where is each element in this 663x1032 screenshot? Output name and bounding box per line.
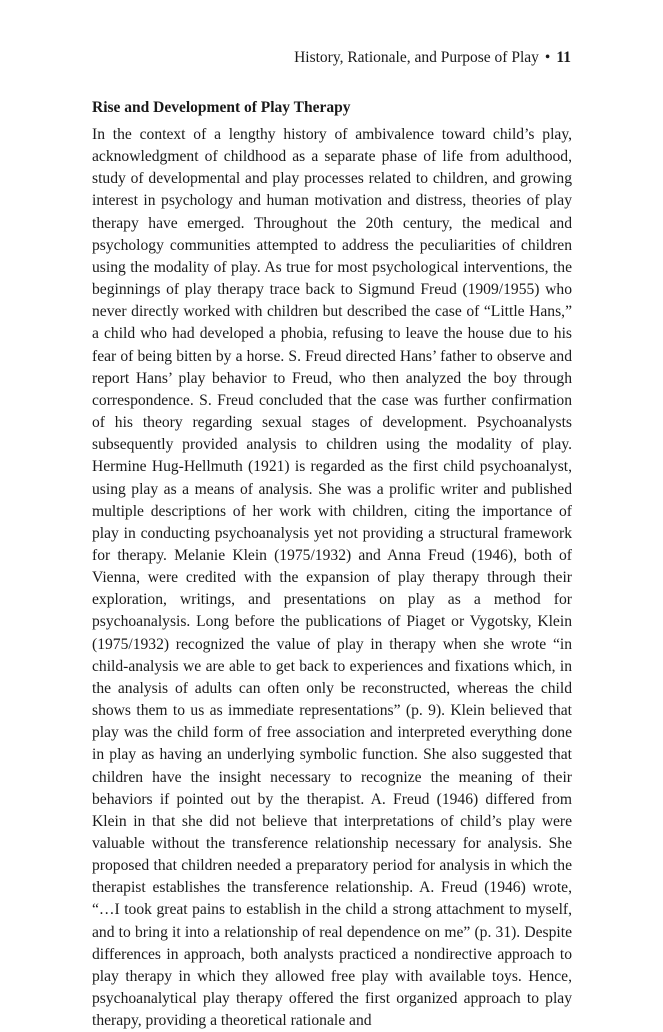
running-head-separator: • bbox=[544, 49, 551, 66]
running-head-title: History, Rationale, and Purpose of Play bbox=[294, 49, 539, 66]
page-number: 11 bbox=[556, 49, 571, 66]
section-heading: Rise and Development of Play Therapy bbox=[92, 99, 351, 116]
body-paragraph: In the context of a lengthy history of ambivalence toward child’s play, acknowledgment of childhood as a separate phase of life from adulthood, study of developmental and play processes related to children, and growing interest in psychology and human motivation and distress, theories of play therapy have emerged. Throughout the 20th century, the medical and psychology communities attempted to address the peculiarities of children using the modality of play. As true for most psychological interventions, the beginnings of play therapy trace back to Sigmund Freud (1909/1955) who never directly worked with children but described the case of “Little Hans,” a child who had developed a phobia, refusing to leave the house due to his fear of being bitten by a horse. S. Freud directed Hans’ father to observe and report Hans’ play behavior to Freud, who then analyzed the boy through correspondence. S. Freud concluded that the case was further confirmation of his theory regarding sexual stages of development. Psychoanalysts subsequently provided analysis to children using the modality of play. Hermine Hug-Hellmuth (1921) is regarded as the first child psychoanalyst, using play as a means of analysis. She was a prolific writer and published multiple descriptions of her work with children, citing the importance of play in conducting psychoanalysis yet not providing a structural framework for therapy. Melanie Klein (1975/1932) and Anna Freud (1946), both of Vienna, were credited with the expansion of play therapy through their exploration, writings, and presentations on play as a method for psychoanalysis. Long before the publications of Piaget or Vygotsky, Klein (1975/1932) recognized the value of play in therapy when she wrote “in child-analysis we are able to get back to experiences and fixations which, in the analysis of adults can often only be reconstructed, whereas the child shows them to us as immediate representations” (p. 9). Klein believed that play was the child form of free association and interpreted everything done in play as having an underlying symbolic function. She also suggested that children have the insight necessary to recognize the meaning of their behaviors if pointed out by the therapist. A. Freud (1946) differed from Klein in that she did not believe that interpretations of child’s play were valuable without the transference relationship necessary for analysis. She proposed that children needed a preparatory period for analysis in which the therapist establishes the transference relationship. A. Freud (1946) wrote, “…I took great pains to establish in the child a strong attachment to myself, and to bring it into a relationship of real dependence on me” (p. 31). Despite differences in approach, both analysts practiced a nondirective approach to play therapy in which they allowed free play with available toys. Hence, psychoanalytical play therapy offered the first organized approach to play therapy, providing a theoretical rationale and bbox=[92, 126, 572, 1030]
running-head bbox=[294, 48, 571, 68]
